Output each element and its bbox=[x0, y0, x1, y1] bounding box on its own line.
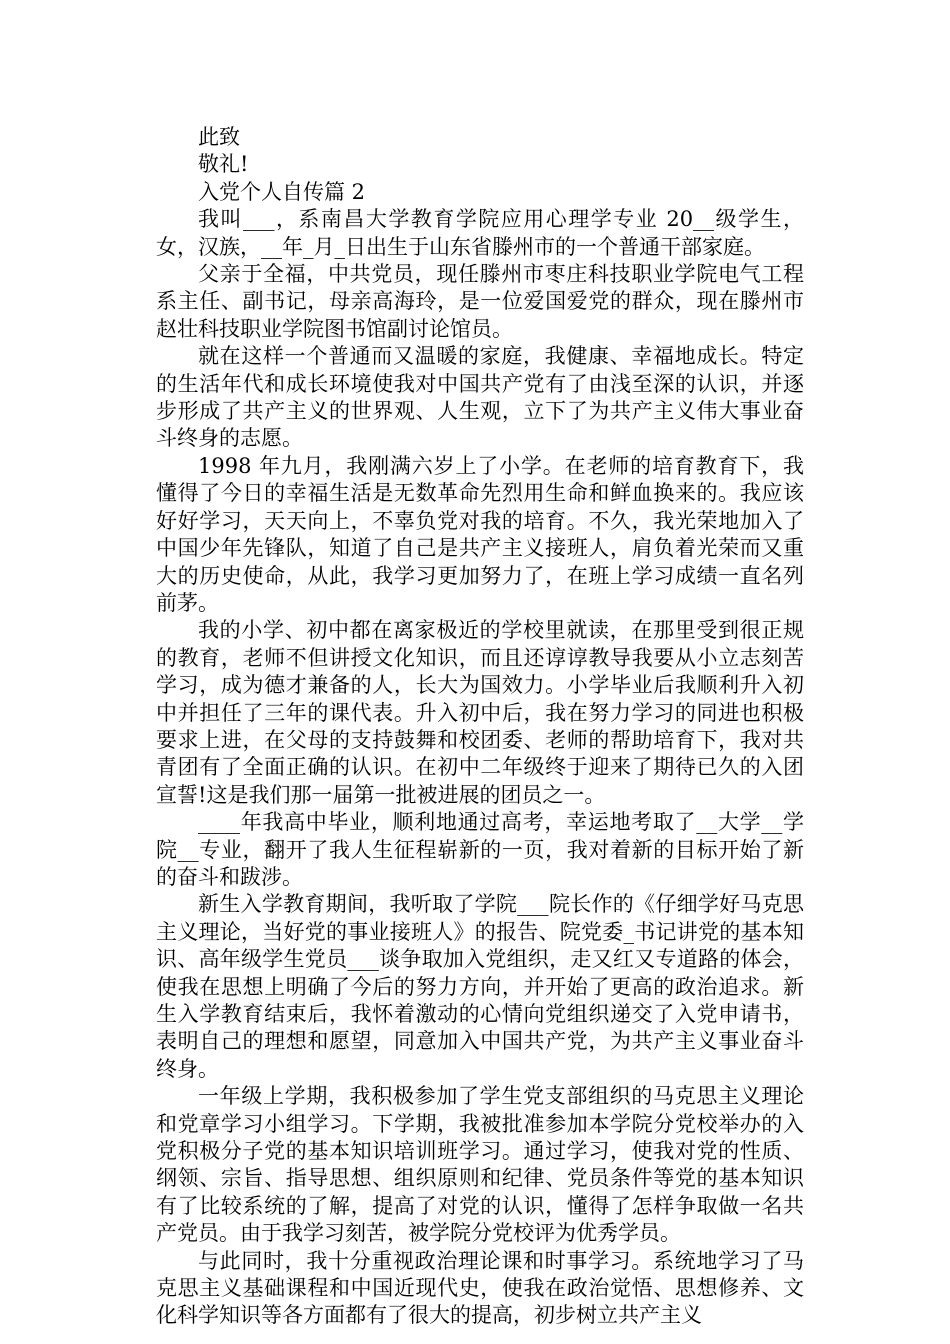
paragraph-2: 父亲于全福，中共党员，现任滕州市枣庄科技职业学院电气工程系主任、副书记，母亲高海玲，是一位爱国爱党的群众，现在滕州市赵壮科技职业学院图书馆副讨论馆员。 bbox=[156, 262, 804, 341]
paragraph-9: 与此同时，我十分重视政治理论课和时事学习。系统地学习了马克思主义基础课程和中国近现代史，使我在政治觉悟、思想修养、文化科学知识等各方面都有了很大的提高，初步树立共产主义 bbox=[156, 1248, 804, 1328]
paragraph-6: ____年我高中毕业，顺利地通过高考，幸运地考取了__大学__学院__专业，翻开了我人生征程崭新的一页，我对着新的目标开始了新的奋斗和跋涉。 bbox=[156, 810, 804, 889]
document-body bbox=[156, 124, 804, 1330]
paragraph-4: 1998 年九月，我刚满六岁上了小学。在老师的培育教育下，我懂得了今日的幸福生活是无数革命先烈用生命和鲜血换来的。我应该好好学习，天天向上，不辜负党对我的培育。不久，我光荣地加入了中国少年先锋队，知道了自己是共产主义接班人，肩负着光荣而又重大的历史使命，从此，我学习更加努力了，在班上学习成绩一直名列前茅。 bbox=[156, 453, 804, 615]
section-heading: 入党个人自传篇 2 bbox=[198, 179, 366, 204]
paragraph-1: 我叫___，系南昌大学教育学院应用心理学专业 20__级学生，女，汉族，__年_月_日出生于山东省滕州市的一个普通干部家庭。 bbox=[156, 207, 804, 259]
salute-line: 敬礼! bbox=[198, 152, 249, 177]
paragraph-5: 我的小学、初中都在离家极近的学校里就读，在那里受到很正规的教育，老师不但讲授文化知识，而且还谆谆教导我要从小立志刻苦学习，成为德才兼备的人，长大为国效力。小学毕业后我顺利升入初中并担任了三年的课代表。升入初中后，我在努力学习的同进也积极要求上进，在父母的支持鼓舞和校团委、老师的帮助培育下，我对共青团有了全面正确的认识。在初中二年级终于迎来了期待已久的入团宣誓!这是我们那一届第一批被进展的团员之一。 bbox=[156, 618, 804, 807]
paragraph-3: 就在这样一个普通而又温暖的家庭，我健康、幸福地成长。特定的生活年代和成长环境使我对中国共产党有了由浅至深的认识，并逐步形成了共产主义的世界观、人生观，立下了为共产主义伟大事业奋斗终身的志愿。 bbox=[156, 344, 804, 451]
closing-line: 此致 bbox=[198, 125, 240, 149]
paragraph-7: 新生入学教育期间，我听取了学院___院长作的《仔细学好马克思主义理论，当好党的事业接班人》的报告、院党委_书记讲党的基本知识、高年级学生党员___谈争取加入党组织，走又红又专道路的体会，使我在思想上明确了今后的努力方向，并开始了更高的政治追求。新生入学教育结束后，我怀着激动的心情向党组织递交了入党申请书，表明自己的理想和愿望，同意加入中国共产党，为共产主义事业奋斗终身。 bbox=[156, 892, 804, 1081]
paragraph-8: 一年级上学期，我积极参加了学生党支部组织的马克思主义理论和党章学习小组学习。下学期，我被批准参加本学院分党校举办的入党积极分子党的基本知识培训班学习。通过学习，使我对党的性质、纲领、宗旨、指导思想、组织原则和纪律、党员条件等党的基本知识有了比较系统的了解，提高了对党的认识，懂得了怎样争取做一名共产党员。由于我学习刻苦，被学院分党校评为优秀学员。 bbox=[156, 1084, 804, 1246]
